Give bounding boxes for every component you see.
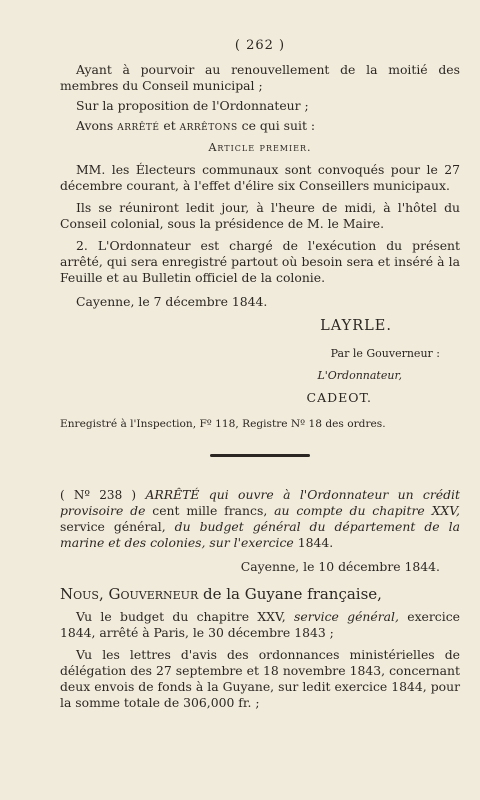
- paragraph-avons: [60, 118, 460, 134]
- arrete-word: arrêté: [117, 118, 160, 133]
- vu1-part-b: service général,: [294, 609, 399, 624]
- nous-word: Nous,: [60, 585, 104, 603]
- paragraph-proposition: Sur la proposition de l'Ordonnateur ;: [76, 98, 309, 113]
- article-heading: Article premier.: [208, 141, 312, 154]
- arrete-amount: cent mille francs,: [152, 503, 268, 518]
- paragraph-vu-budget: [60, 609, 460, 641]
- et-word: et: [163, 118, 176, 133]
- paragraph-ordonnateur: 2. L'Ordonnateur est chargé de l'exécution du présent arrêté, qui sera enregistré partout où besoin sera et inséré à la Feuille et au Bulletin officiel de la colonie.: [60, 238, 460, 285]
- arrete-heading: [60, 487, 460, 551]
- date-line-2: Cayenne, le 10 décembre 1844.: [240, 559, 440, 574]
- arrete-budget: du budget général du département de la marine et des colonies, sur l'exercice: [60, 519, 460, 550]
- avons-rest: ce qui suit :: [241, 118, 316, 133]
- paragraph-ayant: Ayant à pourvoir au renouvellement de la moitié des membres du Conseil municipal ;: [60, 62, 460, 93]
- paragraph-reuniront: Ils se réuniront ledit jour, à l'heure de midi, à l'hôtel du Conseil colonial, sous la présidence de M. le Maire.: [60, 200, 460, 231]
- signature-cadeot: CADEOT.: [306, 390, 372, 405]
- arrete-title: ARRÊTÉ qui ouvre à l'Ordonnateur un crédit provisoire de: [60, 487, 460, 518]
- arrete-compte: au compte du chapitre XXV,: [274, 503, 460, 518]
- page-number: ( 262 ): [234, 38, 286, 53]
- nous-rest: de la Guyane française,: [203, 585, 382, 603]
- ordonnateur-title: L'Ordonnateur,: [317, 369, 402, 382]
- avons-word: Avons: [76, 118, 114, 133]
- vu1-part-c: exercice 1844, arrêté à Paris, le 30 décembre 1843 ;: [60, 609, 460, 640]
- arretons-word: arrêtons: [179, 118, 238, 133]
- page-content: [60, 38, 460, 711]
- registration-note: Enregistré à l'Inspection, Fº 118, Registre Nº 18 des ordres.: [60, 418, 386, 430]
- gouverneur-word: Gouverneur: [108, 585, 199, 603]
- arrete-service: service général,: [60, 519, 166, 534]
- signature-layrle: LAYRLE.: [320, 318, 392, 334]
- nous-gouverneur-line: [60, 585, 460, 603]
- paragraph-vu-lettres: Vu les lettres d'avis des ordonnances ministérielles de délégation des 27 septembre et 18 novembre 1843, concernant deux envois de fonds à la Guyane, sur ledit exercice 1844, pour la somme totale de 306,000 fr. ;: [60, 647, 460, 710]
- paragraph-electeurs: MM. les Électeurs communaux sont convoqués pour le 27 décembre courant, à l'effet d'élire six Conseillers municipaux.: [60, 162, 460, 193]
- par-le-gouverneur: Par le Gouverneur :: [330, 347, 440, 360]
- section-divider: [210, 454, 310, 457]
- date-line-1: Cayenne, le 7 décembre 1844.: [76, 294, 268, 309]
- arrete-year: 1844.: [297, 535, 334, 550]
- vu1-part-a: Vu le budget du chapitre XXV,: [76, 609, 286, 624]
- arrete-number: ( Nº 238 ): [60, 488, 137, 502]
